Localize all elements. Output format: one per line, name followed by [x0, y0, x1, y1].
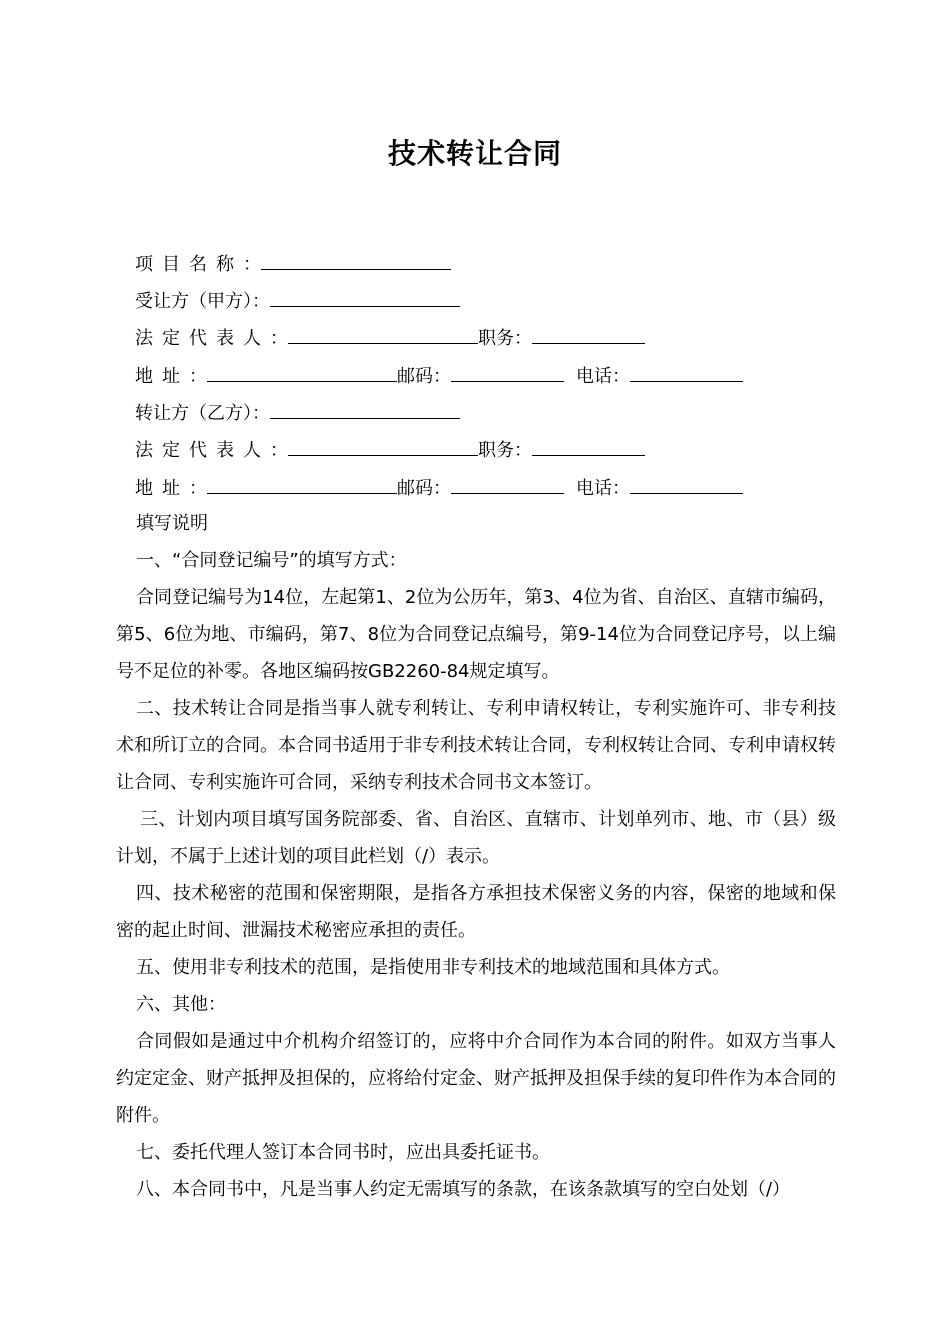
colon: ：: [243, 254, 261, 275]
phone-a-label: 电话：: [576, 366, 630, 387]
colon: ：: [189, 478, 207, 499]
address-b-label: 地址: [135, 478, 189, 499]
transferor-field: [135, 401, 460, 426]
instruction-item: 四、技术秘密的范围和保密期限，是指各方承担技术保密义务的内容，保密的地域和保密的起止时间、泄漏技术秘密应承担的责任。: [116, 883, 836, 941]
instructions-heading: 填写说明: [136, 513, 208, 534]
project-name-label: 项目名称: [135, 254, 243, 275]
phone-b-blank[interactable]: [630, 476, 743, 494]
transferee-field: [135, 289, 460, 314]
address-a-blank[interactable]: [207, 364, 397, 382]
colon: ：: [270, 328, 288, 349]
transferee-label: 受让方（甲方）：: [135, 291, 270, 312]
document-title: 技术转让合同: [387, 137, 562, 170]
colon: ：: [189, 366, 207, 387]
postcode-b-label: 邮码：: [397, 478, 451, 499]
legal-rep-b-blank[interactable]: [288, 438, 478, 456]
phone-b-label: 电话：: [576, 478, 630, 499]
instruction-item: 合同登记编号为14位，左起第1、2位为公历年，第3、4位为省、自治区、直辖市编码，第5、6位为地、市编码，第7、8位为合同登记点编号，第9-14位为合同登记序号，以上编号不足位的补零。各地区编码按GB2260-84规定填写。: [116, 587, 836, 682]
project-name-field: [135, 252, 451, 277]
postcode-a-blank[interactable]: [451, 364, 564, 382]
legal-rep-b-field: [135, 438, 645, 463]
instruction-item: 五、使用非专利技术的范围，是指使用非专利技术的地域范围和具体方式。: [136, 957, 730, 978]
position-b-blank[interactable]: [532, 438, 645, 456]
postcode-b-blank[interactable]: [451, 476, 564, 494]
instruction-item: 三、计划内项目填写国务院部委、省、自治区、直辖市、计划单列市、地、市（县）级计划，不属于上述计划的项目此栏划（/）表示。: [116, 809, 836, 867]
instruction-item: 八、本合同书中，凡是当事人约定无需填写的条款，在该条款填写的空白处划（/）: [136, 1179, 791, 1200]
legal-rep-a-blank[interactable]: [288, 326, 478, 344]
postcode-a-label: 邮码：: [397, 366, 451, 387]
instructions-section: [116, 505, 836, 1208]
instruction-item: 一、“合同登记编号”的填写方式：: [136, 550, 407, 571]
legal-rep-b-label: 法定代表人: [135, 440, 270, 461]
legal-rep-a-label: 法定代表人: [135, 328, 270, 349]
address-a-field: [135, 364, 743, 389]
instruction-item: 六、其他：: [136, 994, 226, 1015]
instruction-item: 七、委托代理人签订本合同书时，应出具委托证书。: [136, 1142, 550, 1163]
phone-a-blank[interactable]: [630, 364, 743, 382]
project-name-blank[interactable]: [261, 252, 451, 270]
instruction-item: 二、技术转让合同是指当事人就专利转让、专利申请权转让，专利实施许可、非专利技术和所订立的合同。本合同书适用于非专利技术转让合同，专利权转让合同、专利申请权转让合同、专利实施许可合同，采纳专利技术合同书文本签订。: [116, 698, 836, 793]
instruction-item: 合同假如是通过中介机构介绍签订的，应将中介合同作为本合同的附件。如双方当事人约定定金、财产抵押及担保的，应将给付定金、财产抵押及担保手续的复印件作为本合同的附件。: [116, 1031, 836, 1126]
legal-rep-a-field: [135, 326, 645, 351]
address-b-blank[interactable]: [207, 476, 397, 494]
position-b-label: 职务：: [478, 440, 532, 461]
transferor-label: 转让方（乙方）：: [135, 403, 270, 424]
position-a-blank[interactable]: [532, 326, 645, 344]
transferee-blank[interactable]: [270, 289, 460, 307]
transferor-blank[interactable]: [270, 401, 460, 419]
colon: ：: [270, 440, 288, 461]
address-a-label: 地址: [135, 366, 189, 387]
address-b-field: [135, 476, 743, 501]
position-a-label: 职务：: [478, 328, 532, 349]
